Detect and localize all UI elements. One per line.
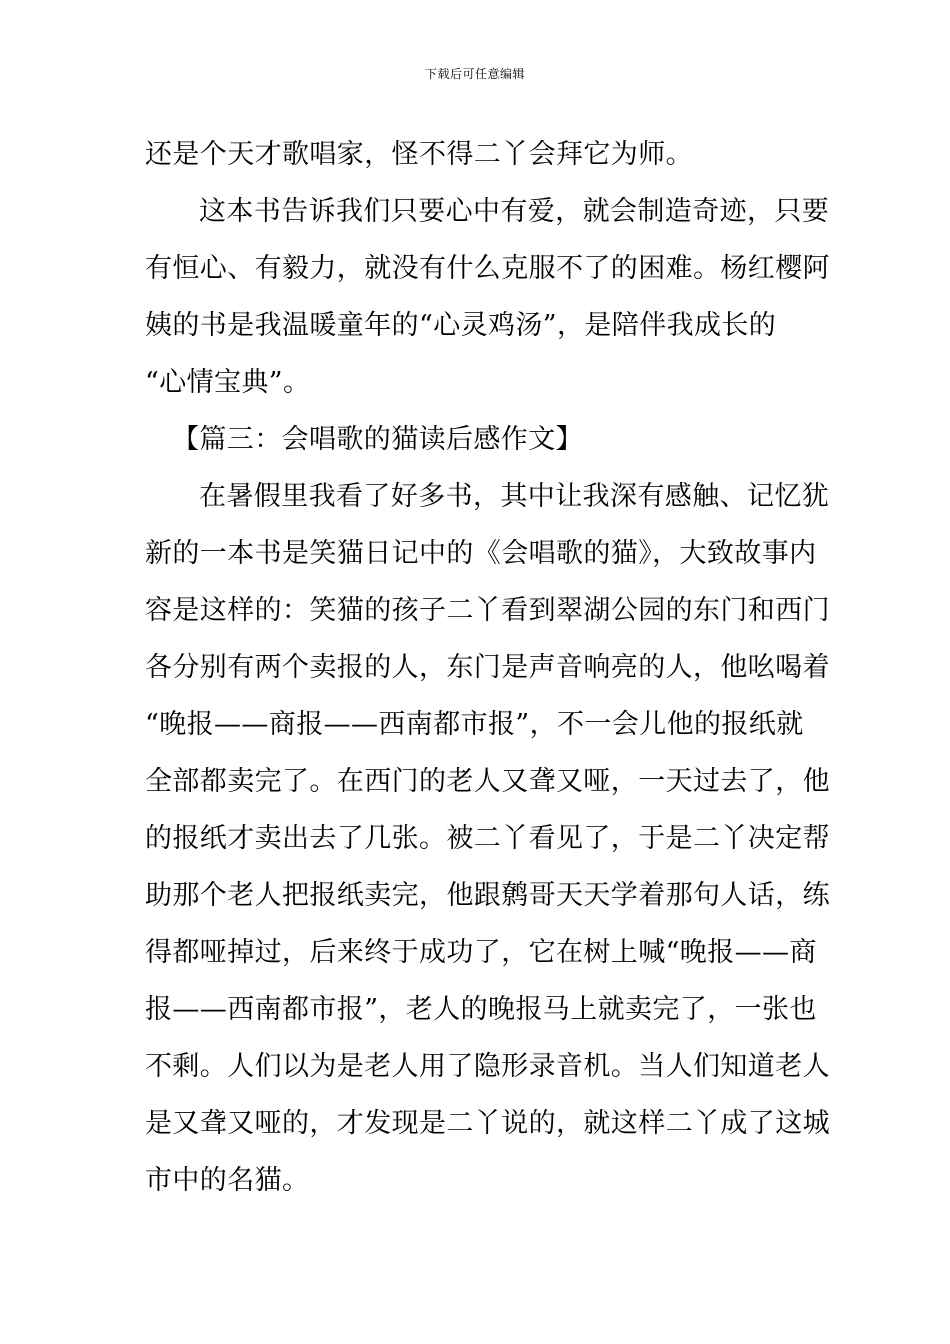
section-heading: 【篇三：会唱歌的猫读后感作文】 [172, 424, 583, 455]
text-line: 容是这样的：笑猫的孩子二丫看到翠湖公园的东门和西门 [145, 595, 830, 626]
text-line: 得都哑掉过，后来终于成功了，它在树上喊“晚报——商 [145, 937, 817, 968]
text-line: 有恒心、有毅力，就没有什么克服不了的困难。杨红樱阿 [145, 253, 830, 284]
paragraph-start-line: 这本书告诉我们只要心中有爱，就会制造奇迹，只要 [199, 196, 830, 227]
text-line: 助那个老人把报纸卖完，他跟鹩哥天天学着那句人话，练 [145, 880, 830, 911]
page-header: 下载后可任意编辑 [424, 67, 525, 81]
text-line: “晚报——商报——西南都市报”，不一会儿他的报纸就 [145, 709, 804, 740]
text-line: 全部都卖完了。在西门的老人又聋又哑，一天过去了，他 [145, 766, 830, 797]
document-body [145, 126, 830, 1209]
text-line: 姨的书是我温暖童年的“心灵鸡汤”，是陪伴我成长的 [145, 310, 777, 341]
paragraph-start-line: 在暑假里我看了好多书，其中让我深有感触、记忆犹 [199, 481, 830, 512]
text-line: 各分别有两个卖报的人，东门是声音响亮的人，他吆喝着 [145, 652, 830, 683]
text-line: 市中的名猫。 [145, 1165, 310, 1196]
text-line: 不剩。人们以为是老人用了隐形录音机。当人们知道老人 [145, 1051, 830, 1082]
text-line: 是又聋又哑的，才发现是二丫说的，就这样二丫成了这城 [145, 1108, 830, 1139]
text-line: 还是个天才歌唱家，怪不得二丫会拜它为师。 [145, 139, 693, 170]
text-line: 的报纸才卖出去了几张。被二丫看见了，于是二丫决定帮 [145, 823, 830, 854]
text-line: “心情宝典”。 [145, 367, 311, 398]
text-line: 报——西南都市报”，老人的晚报马上就卖完了，一张也 [145, 994, 817, 1025]
text-line: 新的一本书是笑猫日记中的《会唱歌的猫》，大致故事内 [145, 538, 817, 569]
